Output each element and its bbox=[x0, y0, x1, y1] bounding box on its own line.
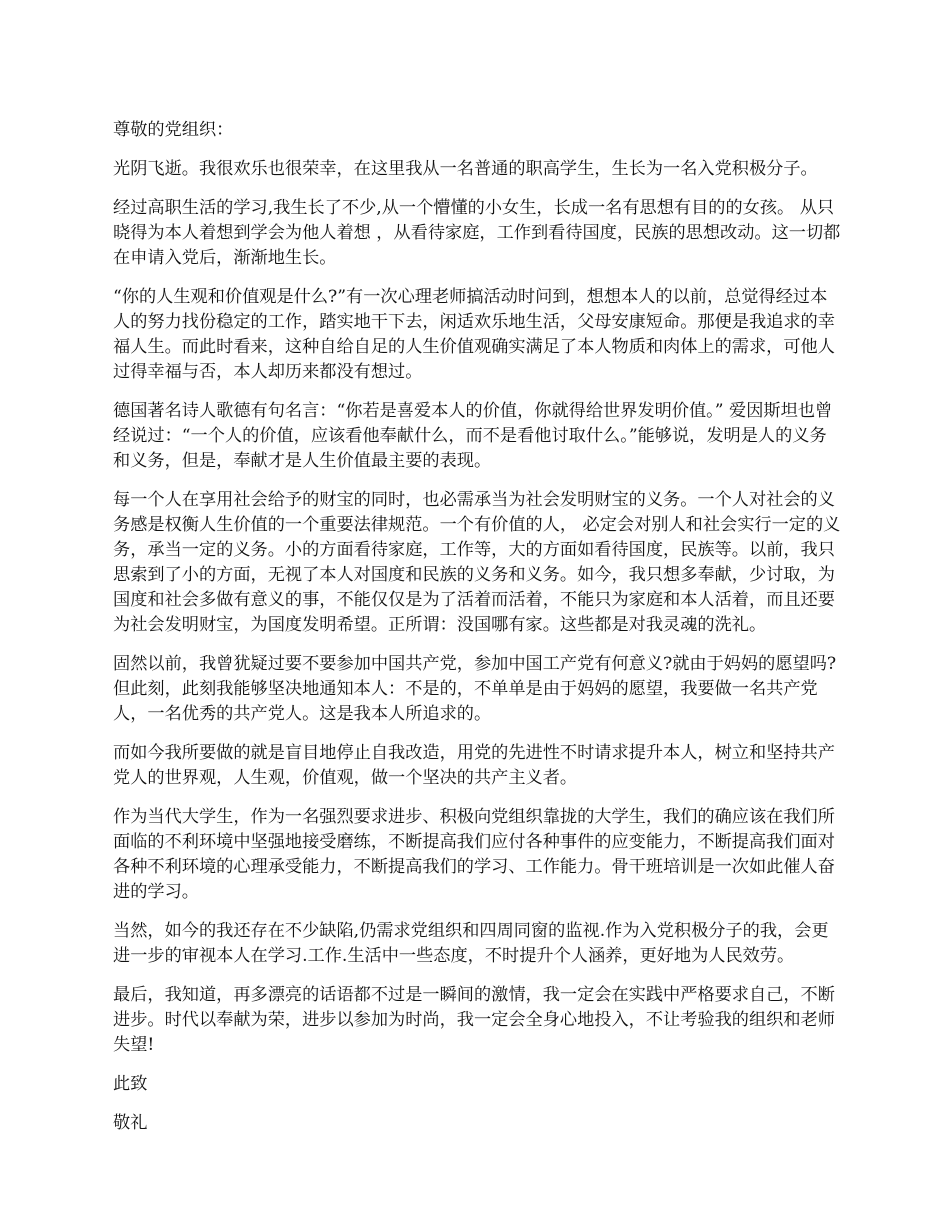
letter-body bbox=[113, 118, 841, 1150]
paragraph-6: 固然以前，我曾犹疑过要不要参加中国共产党，参加中国工产党有何意义?就由于妈妈的愿望吗?但此刻，此刻我能够坚决地通知本人：不是的，不单单是由于妈妈的愿望，我要做一名共产党人，一名优秀的共产党人。这是我本人所追求的。 bbox=[113, 654, 837, 724]
paragraph-1: 光阴飞逝。我很欢乐也很荣幸，在这里我从一名普通的职高学生，生长为一名入党积极分子。 bbox=[113, 159, 818, 179]
paragraph-8: 作为当代大学生，作为一名强烈要求进步、积极向党组织靠拢的大学生，我们的确应该在我们所面临的不利环境中坚强地接受磨练，不断提高我们应付各种事件的应变能力，不断提高我们面对各种不利环境的心理承受能力，不断提高我们的学习、工作能力。骨干班培训是一次如此催人奋进的学习。 bbox=[113, 807, 835, 902]
paragraph-4: 德国著名诗人歌德有句名言：“你若是喜爱本人的价值，你就得给世界发明价值。” 爱因斯坦也曾经说过：“一个人的价值，应该看他奉献什么，而不是看他讨取什么。”能够说，发明是人的义务和义务，但是，奉献才是人生价值最主要的表现。 bbox=[113, 401, 833, 471]
closing-cizhi: 此致 bbox=[113, 1074, 148, 1094]
paragraph-9: 当然，如今的我还存在不少缺陷,仍需求党组织和四周同窗的监视.作为入党积极分子的我，会更进一步的审视本人在学习.工作.生活中一些态度，不时提升个人涵养，更好地为人民效劳。 bbox=[113, 921, 829, 966]
paragraph-2: 经过高职生活的学习,我生长了不少,从一个懵懂的小女生，长成一名有思想有目的的女孩。 从只晓得为本人着想到学会为他人着想 ，从看待家庭，工作到看待国度，民族的思想改动。这一切都在申请入党后，渐渐地生长。 bbox=[113, 198, 841, 268]
paragraph-7: 而如今我所要做的就是盲目地停止自我改造，用党的先进性不时请求提升本人，树立和坚持共产党人的世界观，人生观，价值观，做一个坚决的共产主义者。 bbox=[113, 743, 835, 788]
salutation: 尊敬的党组织： bbox=[113, 120, 234, 140]
paragraph-3: “你的人生观和价值观是什么?”有一次心理老师搞活动时问到，想想本人的以前，总觉得经过本人的努力找份稳定的工作，踏实地干下去，闲适欢乐地生活，父母安康短命。那便是我追求的幸福人生。而此时看来，这种自给自足的人生价值观确实满足了本人物质和肉体上的需求，可他人过得幸福与否，本人却历来都没有想过。 bbox=[113, 287, 835, 382]
paragraph-10: 最后，我知道，再多漂亮的话语都不过是一瞬间的激情，我一定会在实践中严格要求自己，不断进步。时代以奉献为荣，进步以参加为时尚，我一定会全身心地投入，不让考验我的组织和老师失望! bbox=[113, 985, 835, 1055]
closing-jingli: 敬礼 bbox=[113, 1113, 148, 1133]
paragraph-5: 每一个人在享用社会给予的财宝的同时，也必需承当为社会发明财宝的义务。一个人对社会的义务感是权衡人生价值的一个重要法律规范。一个有价值的人， 必定会对别人和社会实行一定的义务，承当一定的义务。小的方面看待家庭，工作等，大的方面如看待国度，民族等。以前，我只思索到了小的方面，无视了本人对国度和民族的义务和义务。如今，我只想多奉献，少讨取，为国度和社会多做有意义的事，不能仅仅是为了活着而活着，不能只为家庭和本人活着，而且还要为社会发明财宝，为国度发明希望。正所谓：没国哪有家。这些都是对我灵魂的洗礼。 bbox=[113, 490, 841, 635]
